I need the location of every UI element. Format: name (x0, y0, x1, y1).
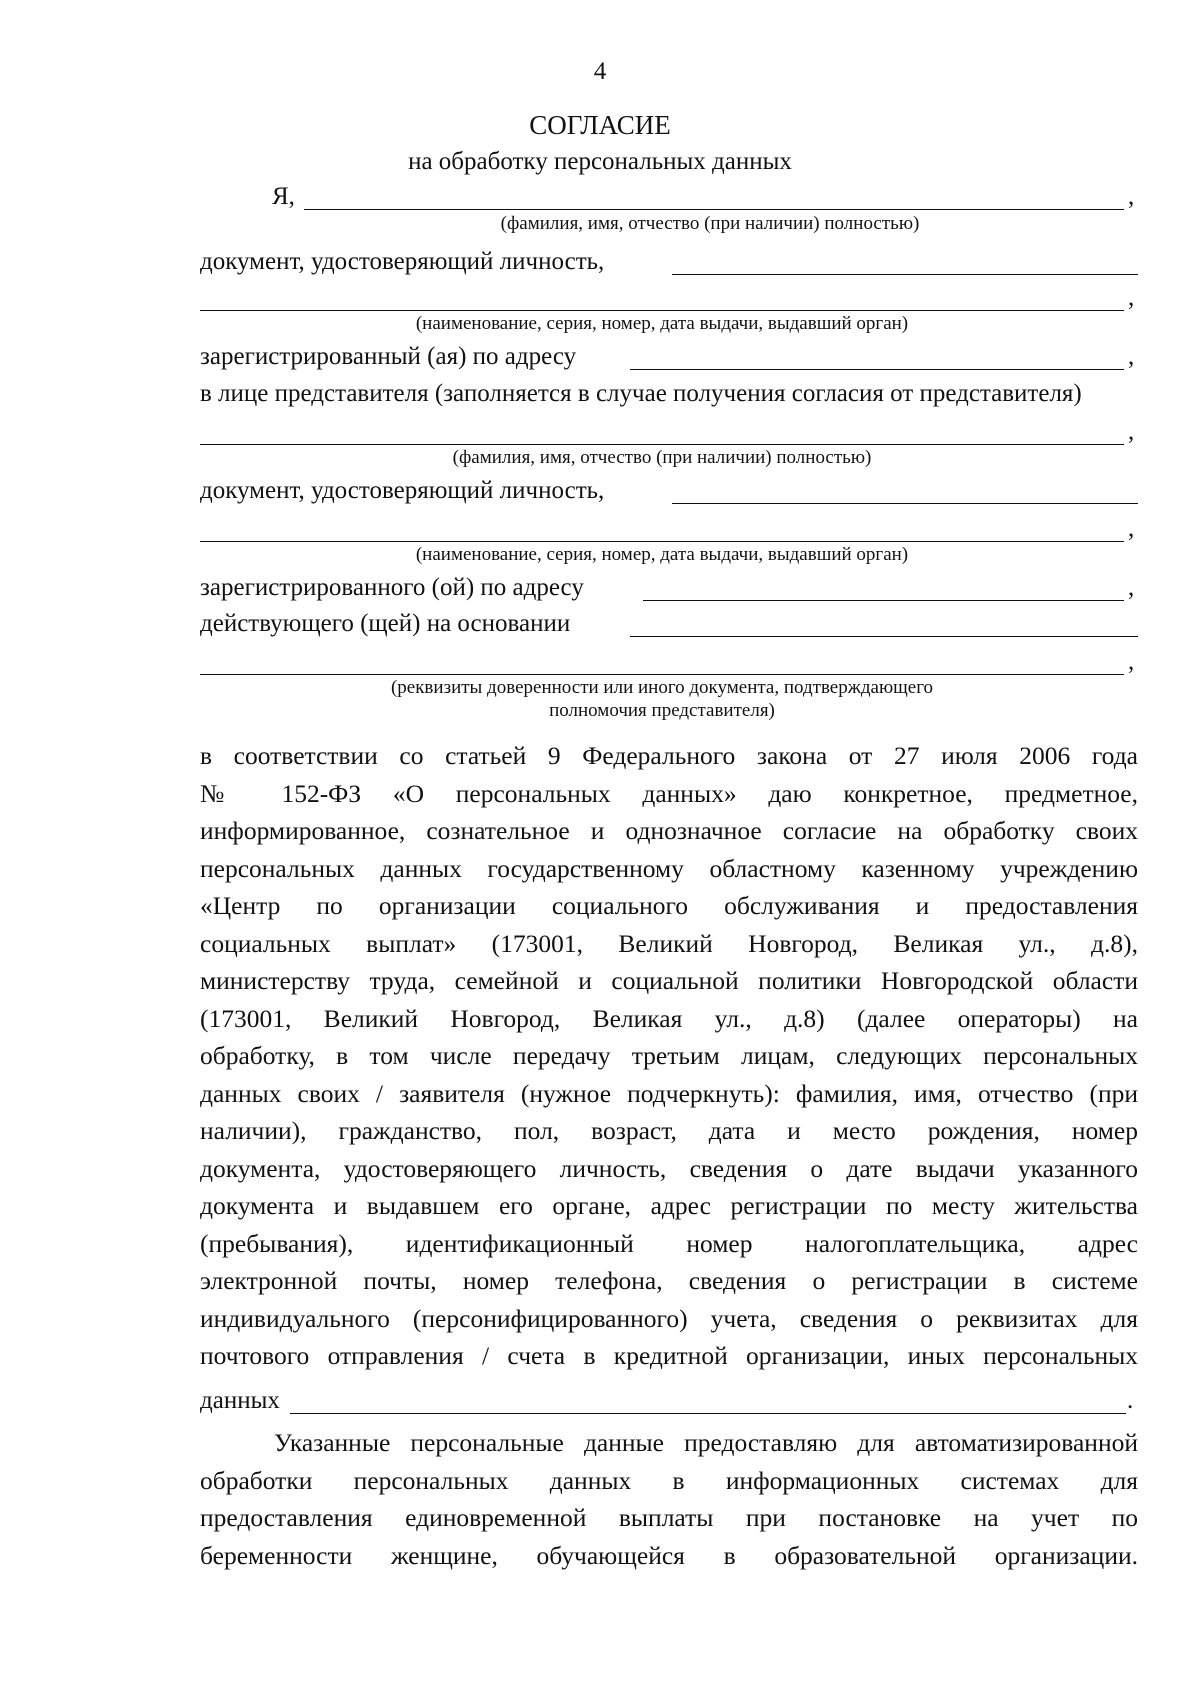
paragraph-line: обработки персональных данных в информационных системах для (200, 1465, 1138, 1495)
rep-fio-caption: (фамилия, имя, отчество (при наличии) полностью) (452, 447, 872, 468)
document-title: СОГЛАСИЕ (529, 110, 671, 140)
paragraph-line: информированное, сознательное и однозначное согласие на обработку своих (200, 816, 1138, 845)
paragraph-line: социальных выплат» (173001, Великий Новгород, Великая ул., д.8), (200, 928, 1138, 958)
comma: , (1128, 418, 1135, 445)
paragraph-line: данных своих / заявителя (нужное подчеркнуть): фамилия, имя, отчество (при (200, 1078, 1138, 1108)
doc-caption: (наименование, серия, номер, дата выдачи, выдавший орган) (415, 313, 909, 334)
paragraph-line: в соответствии со статьей 9 Федерального закона от 27 июля 2006 года (200, 741, 1138, 770)
paragraph-line: министерству труда, семейной и социальной политики Новгородской области (200, 966, 1138, 995)
proxy-caption-2: полномочия представителя) (549, 700, 775, 721)
acting-label: действующего (щей) на основании (200, 610, 571, 637)
consent-paragraph (200, 737, 1138, 1375)
id-doc-field[interactable] (672, 274, 1138, 275)
paragraph-line: документа и выдавшем его органе, адрес регистрации по месту жительства (200, 1191, 1138, 1220)
paragraph-line: (173001, Великий Новгород, Великая ул., д.8) (далее операторы) на (200, 1003, 1138, 1033)
document-subtitle: на обработку персональных данных (408, 148, 792, 175)
proxy-caption-1: (реквизиты доверенности или иного документа, подтверждающего (390, 677, 934, 698)
comma: , (1128, 284, 1135, 311)
acting-basis-field-line2[interactable] (200, 674, 1124, 675)
applicant-name-row (272, 183, 295, 211)
paragraph-line: персональных данных государственному областному казенному учреждению (200, 853, 1138, 883)
data-label: данных (200, 1387, 280, 1414)
page-number: 4 (593, 58, 607, 85)
rep-name-field[interactable] (200, 444, 1124, 445)
comma: , (1128, 574, 1135, 601)
paragraph-line: индивидуального (персонифицированного) учета, сведения о реквизитах для (200, 1303, 1138, 1333)
registered-label: зарегистрированный (ая) по адресу (200, 343, 577, 370)
comma: , (1128, 515, 1135, 542)
rep-id-doc-field[interactable] (672, 503, 1138, 504)
paragraph-line: предоставления единовременной выплаты при постановке на учет по (200, 1503, 1138, 1532)
rep-doc-caption: (наименование, серия, номер, дата выдачи, выдавший орган) (415, 544, 909, 565)
registered-address-field[interactable] (630, 369, 1124, 370)
paragraph-line: документа, удостоверяющего личность, сведения о дате выдачи указанного (200, 1153, 1138, 1183)
id-doc-field-line2[interactable] (200, 310, 1124, 311)
rep-registered-label: зарегистрированного (ой) по адресу (200, 574, 584, 601)
paragraph-line: «Центр по организации социального обслуживания и предоставления (200, 891, 1138, 920)
paragraph-line: Указанные персональные данные предоставляю для автоматизированной (274, 1428, 1138, 1457)
period: . (1127, 1387, 1134, 1414)
paragraph-line: № 152-ФЗ «О персональных данных» даю конкретное, предметное, (200, 778, 1138, 808)
rep-registered-address-field[interactable] (643, 600, 1124, 601)
paragraph-line: обработку, в том числе передачу третьим лицам, следующих персональных (200, 1041, 1138, 1070)
acting-basis-field[interactable] (630, 636, 1138, 637)
applicant-name-field[interactable] (304, 209, 1124, 210)
rep-id-doc-field-line2[interactable] (200, 541, 1124, 542)
other-data-field[interactable] (290, 1413, 1126, 1414)
comma: , (1128, 183, 1135, 210)
comma: , (1128, 648, 1135, 675)
paragraph-line: (пребывания), идентификационный номер налогоплательщика, адрес (200, 1228, 1138, 1258)
id-doc-label: документ, удостоверяющий личность, (200, 248, 605, 275)
representative-label: в лице представителя (заполняется в случае получения согласия от представителя) (200, 380, 1082, 407)
paragraph-line: наличии), гражданство, пол, возраст, дата и место рождения, номер (200, 1116, 1138, 1145)
paragraph-line: почтового отправления / счета в кредитной организации, иных персональных (200, 1341, 1138, 1370)
paragraph-line: беременности женщине, обучающейся в образовательной организации. (200, 1540, 1138, 1570)
purpose-paragraph (200, 1424, 1138, 1574)
rep-id-doc-label: документ, удостоверяющий личность, (200, 477, 605, 504)
paragraph-line: электронной почты, номер телефона, сведения о регистрации в системе (200, 1266, 1138, 1295)
comma: , (1128, 343, 1135, 370)
i-label: Я, (272, 183, 295, 210)
fio-caption: (фамилия, имя, отчество (при наличии) полностью) (500, 213, 920, 234)
